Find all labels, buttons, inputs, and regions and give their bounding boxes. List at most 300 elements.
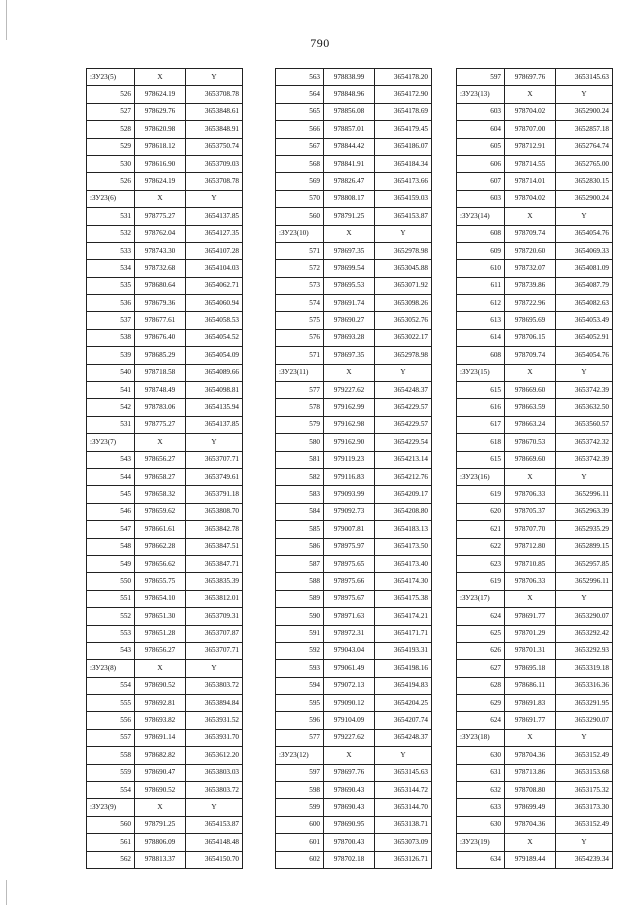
x-coordinate: 978706.33	[505, 573, 556, 590]
point-number: 621	[457, 521, 505, 538]
y-coordinate: 3653292.42	[556, 625, 613, 642]
y-coordinate: 3654208.80	[375, 503, 432, 520]
y-coordinate: 3654173.50	[375, 538, 432, 555]
coordinate-table	[275, 68, 432, 869]
y-coordinate: 3653292.93	[556, 642, 613, 659]
table-row	[276, 260, 432, 277]
table-row	[457, 799, 613, 816]
table-row	[457, 103, 613, 120]
table-row	[457, 451, 613, 468]
x-coordinate: 978699.49	[505, 799, 556, 816]
point-number: 627	[457, 660, 505, 677]
x-coordinate: 978658.27	[135, 468, 186, 485]
x-coordinate: 978695.18	[505, 660, 556, 677]
x-coordinate: 978707.00	[505, 121, 556, 138]
y-column-header: Y	[556, 834, 613, 851]
point-number: 535	[87, 277, 135, 294]
table-row	[276, 173, 432, 190]
table-row	[87, 312, 243, 329]
y-coordinate: 3654248.37	[375, 382, 432, 399]
x-coordinate: 978693.28	[324, 329, 375, 346]
table-row	[457, 329, 613, 346]
x-coordinate: 978690.47	[135, 764, 186, 781]
x-column-header: X	[135, 434, 186, 451]
parcel-label: :ЗУ23(9)	[87, 799, 135, 816]
x-coordinate: 978975.65	[324, 555, 375, 572]
table-row	[87, 695, 243, 712]
point-number: 542	[87, 399, 135, 416]
x-coordinate: 978844.42	[324, 138, 375, 155]
x-coordinate: 978704.36	[505, 816, 556, 833]
table-row	[276, 608, 432, 625]
point-number: 555	[87, 695, 135, 712]
x-coordinate: 978841.91	[324, 155, 375, 172]
table-row	[87, 782, 243, 799]
y-coordinate: 3654207.74	[375, 712, 432, 729]
x-coordinate: 979093.99	[324, 486, 375, 503]
table-row	[87, 225, 243, 242]
table-row	[457, 242, 613, 259]
point-number: 543	[87, 642, 135, 659]
point-number: 573	[276, 277, 324, 294]
point-number: 598	[276, 782, 324, 799]
x-coordinate: 978707.70	[505, 521, 556, 538]
x-coordinate: 978704.36	[505, 747, 556, 764]
point-number: 582	[276, 468, 324, 485]
point-number: 554	[87, 782, 135, 799]
x-coordinate: 978624.19	[135, 86, 186, 103]
x-coordinate: 978686.11	[505, 677, 556, 694]
y-coordinate: 3652900.24	[556, 190, 613, 207]
x-coordinate: 978662.28	[135, 538, 186, 555]
table-row	[457, 573, 613, 590]
point-number: 553	[87, 625, 135, 642]
table-row	[276, 451, 432, 468]
x-coordinate: 979043.04	[324, 642, 375, 659]
table-row	[276, 242, 432, 259]
scan-edge-mark	[6, 0, 7, 40]
point-number: 538	[87, 329, 135, 346]
parcel-label: :ЗУ23(10)	[276, 225, 324, 242]
x-coordinate: 978838.99	[324, 69, 375, 86]
table-row	[276, 695, 432, 712]
y-coordinate: 3654087.79	[556, 277, 613, 294]
y-coordinate: 3654054.76	[556, 347, 613, 364]
table-row	[87, 503, 243, 520]
x-coordinate: 978690.27	[324, 312, 375, 329]
x-coordinate: 978708.80	[505, 782, 556, 799]
table-row	[87, 364, 243, 381]
point-number: 532	[87, 225, 135, 242]
point-number: 537	[87, 312, 135, 329]
table-row	[276, 677, 432, 694]
x-coordinate: 978975.67	[324, 590, 375, 607]
point-number: 620	[457, 503, 505, 520]
table-row	[87, 416, 243, 433]
table-row	[87, 642, 243, 659]
table-row	[87, 329, 243, 346]
point-number: 567	[276, 138, 324, 155]
x-coordinate: 978713.86	[505, 764, 556, 781]
x-coordinate: 978748.49	[135, 382, 186, 399]
y-column-header: Y	[556, 468, 613, 485]
y-coordinate: 3654229.57	[375, 399, 432, 416]
x-coordinate: 978679.36	[135, 295, 186, 312]
point-number: 628	[457, 677, 505, 694]
x-column-header: X	[135, 69, 186, 86]
y-coordinate: 3653707.71	[186, 642, 243, 659]
y-coordinate: 3653045.88	[375, 260, 432, 277]
y-column-header: Y	[186, 69, 243, 86]
x-column-header: X	[505, 834, 556, 851]
x-coordinate: 978714.55	[505, 155, 556, 172]
point-number: 608	[457, 225, 505, 242]
x-coordinate: 978706.15	[505, 329, 556, 346]
point-number: 549	[87, 555, 135, 572]
table-row	[87, 538, 243, 555]
table-row	[87, 382, 243, 399]
parcel-label: :ЗУ23(17)	[457, 590, 505, 607]
y-coordinate: 3654153.87	[375, 208, 432, 225]
y-coordinate: 3654082.63	[556, 295, 613, 312]
point-number: 597	[457, 69, 505, 86]
x-coordinate: 978651.28	[135, 625, 186, 642]
y-coordinate: 3653560.57	[556, 416, 613, 433]
point-number: 540	[87, 364, 135, 381]
x-coordinate: 978704.02	[505, 103, 556, 120]
y-coordinate: 3654054.09	[186, 347, 243, 364]
x-coordinate: 978732.07	[505, 260, 556, 277]
y-coordinate: 3654060.94	[186, 295, 243, 312]
y-coordinate: 3652996.11	[556, 486, 613, 503]
parcel-label: :ЗУ23(13)	[457, 86, 505, 103]
table-row	[87, 834, 243, 851]
point-number: 581	[276, 451, 324, 468]
y-coordinate: 3653138.71	[375, 816, 432, 833]
y-coordinate: 3653175.32	[556, 782, 613, 799]
table-row	[457, 155, 613, 172]
table-row	[276, 486, 432, 503]
y-coordinate: 3653052.76	[375, 312, 432, 329]
table-row	[87, 173, 243, 190]
y-coordinate: 3654178.20	[375, 69, 432, 86]
table-row	[457, 695, 613, 712]
x-coordinate: 978826.47	[324, 173, 375, 190]
x-coordinate: 978661.61	[135, 521, 186, 538]
y-coordinate: 3654053.49	[556, 312, 613, 329]
x-coordinate: 978682.82	[135, 747, 186, 764]
table-row	[276, 155, 432, 172]
x-coordinate: 978712.91	[505, 138, 556, 155]
x-coordinate: 979116.83	[324, 468, 375, 485]
y-column-header: Y	[556, 364, 613, 381]
x-coordinate: 978722.96	[505, 295, 556, 312]
table-row	[87, 277, 243, 294]
y-coordinate: 3653153.68	[556, 764, 613, 781]
y-coordinate: 3653803.72	[186, 677, 243, 694]
table-row	[276, 69, 432, 86]
x-coordinate: 978848.96	[324, 86, 375, 103]
point-number: 624	[457, 712, 505, 729]
point-number: 551	[87, 590, 135, 607]
y-coordinate: 3653709.03	[186, 155, 243, 172]
table-row	[87, 608, 243, 625]
table-row	[276, 590, 432, 607]
point-number: 574	[276, 295, 324, 312]
point-number: 625	[457, 625, 505, 642]
y-coordinate: 3654104.03	[186, 260, 243, 277]
point-number: 595	[276, 695, 324, 712]
y-column-header: Y	[556, 208, 613, 225]
y-column-header: Y	[375, 747, 432, 764]
table-row	[457, 295, 613, 312]
x-column-header: X	[505, 208, 556, 225]
y-column-header: Y	[186, 660, 243, 677]
x-column-header: X	[505, 590, 556, 607]
table-row	[87, 747, 243, 764]
table-row	[457, 625, 613, 642]
x-coordinate: 978691.74	[324, 295, 375, 312]
table-row	[457, 486, 613, 503]
y-coordinate: 3654172.90	[375, 86, 432, 103]
y-coordinate: 3653145.63	[375, 764, 432, 781]
x-coordinate: 979092.73	[324, 503, 375, 520]
x-coordinate: 978720.60	[505, 242, 556, 259]
table-row	[87, 816, 243, 833]
table-row	[457, 538, 613, 555]
table-row	[87, 764, 243, 781]
point-number: 611	[457, 277, 505, 294]
table-row	[276, 103, 432, 120]
x-coordinate: 978693.82	[135, 712, 186, 729]
y-coordinate: 3654194.83	[375, 677, 432, 694]
point-number: 548	[87, 538, 135, 555]
point-number: 632	[457, 782, 505, 799]
y-coordinate: 3652900.24	[556, 103, 613, 120]
y-coordinate: 3653316.36	[556, 677, 613, 694]
point-number: 545	[87, 486, 135, 503]
y-coordinate: 3654179.45	[375, 121, 432, 138]
y-coordinate: 3654159.03	[375, 190, 432, 207]
parcel-label: :ЗУ23(18)	[457, 729, 505, 746]
table-row	[276, 764, 432, 781]
point-number: 563	[276, 69, 324, 86]
x-coordinate: 979061.49	[324, 660, 375, 677]
parcel-label: :ЗУ23(6)	[87, 190, 135, 207]
table-row	[87, 625, 243, 642]
y-coordinate: 3653750.74	[186, 138, 243, 155]
point-number: 552	[87, 608, 135, 625]
point-number: 589	[276, 590, 324, 607]
table-row	[87, 295, 243, 312]
point-number: 543	[87, 451, 135, 468]
table-row	[87, 347, 243, 364]
x-coordinate: 978857.01	[324, 121, 375, 138]
parcel-label: :ЗУ23(19)	[457, 834, 505, 851]
table-row	[457, 747, 613, 764]
x-column-header: X	[505, 86, 556, 103]
point-number: 599	[276, 799, 324, 816]
y-coordinate: 3652978.98	[375, 347, 432, 364]
x-coordinate: 978695.69	[505, 312, 556, 329]
point-number: 577	[276, 729, 324, 746]
x-column-header: X	[505, 729, 556, 746]
x-coordinate: 979227.62	[324, 382, 375, 399]
y-coordinate: 3653749.61	[186, 468, 243, 485]
point-number: 528	[87, 121, 135, 138]
y-column-header: Y	[375, 364, 432, 381]
y-coordinate: 3653291.95	[556, 695, 613, 712]
table-row	[276, 208, 432, 225]
x-coordinate: 978732.68	[135, 260, 186, 277]
parcel-header-row	[457, 590, 613, 607]
y-coordinate: 3653612.20	[186, 747, 243, 764]
x-coordinate: 978697.35	[324, 347, 375, 364]
point-number: 600	[276, 816, 324, 833]
table-row	[457, 521, 613, 538]
y-coordinate: 3653742.39	[556, 382, 613, 399]
point-number: 591	[276, 625, 324, 642]
point-number: 547	[87, 521, 135, 538]
table-row	[276, 190, 432, 207]
y-coordinate: 3652830.15	[556, 173, 613, 190]
x-coordinate: 978695.53	[324, 277, 375, 294]
point-number: 592	[276, 642, 324, 659]
point-number: 541	[87, 382, 135, 399]
table-row	[457, 851, 613, 868]
table-row	[457, 712, 613, 729]
point-number: 603	[457, 190, 505, 207]
table-row	[87, 103, 243, 120]
x-coordinate: 978697.76	[324, 764, 375, 781]
parcel-header-row	[457, 729, 613, 746]
x-coordinate: 978701.31	[505, 642, 556, 659]
x-coordinate: 978701.29	[505, 625, 556, 642]
x-coordinate: 978702.18	[324, 851, 375, 868]
table-row	[457, 816, 613, 833]
table-row	[87, 712, 243, 729]
y-coordinate: 3654239.34	[556, 851, 613, 868]
x-coordinate: 978705.37	[505, 503, 556, 520]
table-row	[87, 590, 243, 607]
x-coordinate: 978712.80	[505, 538, 556, 555]
point-number: 566	[276, 121, 324, 138]
table-row	[457, 660, 613, 677]
table-row	[276, 382, 432, 399]
parcel-header-row	[87, 660, 243, 677]
y-coordinate: 3652857.18	[556, 121, 613, 138]
y-coordinate: 3653842.78	[186, 521, 243, 538]
table-row	[457, 121, 613, 138]
table-row	[457, 503, 613, 520]
point-number: 557	[87, 729, 135, 746]
x-coordinate: 978690.95	[324, 816, 375, 833]
y-coordinate: 3653073.09	[375, 834, 432, 851]
y-coordinate: 3652935.29	[556, 521, 613, 538]
y-coordinate: 3654198.16	[375, 660, 432, 677]
table-row	[457, 138, 613, 155]
x-coordinate: 979119.23	[324, 451, 375, 468]
coordinate-table-middle	[275, 68, 432, 869]
point-number: 624	[457, 608, 505, 625]
point-number: 550	[87, 573, 135, 590]
table-row	[276, 851, 432, 868]
table-row	[276, 573, 432, 590]
y-coordinate: 3653708.78	[186, 86, 243, 103]
y-coordinate: 3653848.61	[186, 103, 243, 120]
y-coordinate: 3654153.87	[186, 816, 243, 833]
point-number: 561	[87, 834, 135, 851]
point-number: 533	[87, 242, 135, 259]
x-coordinate: 978709.74	[505, 347, 556, 364]
point-number: 626	[457, 642, 505, 659]
table-row	[457, 382, 613, 399]
table-row	[87, 208, 243, 225]
y-coordinate: 3654175.38	[375, 590, 432, 607]
y-coordinate: 3654173.40	[375, 555, 432, 572]
point-number: 587	[276, 555, 324, 572]
point-number: 629	[457, 695, 505, 712]
x-coordinate: 978663.24	[505, 416, 556, 433]
parcel-header-row	[87, 799, 243, 816]
point-number: 619	[457, 486, 505, 503]
x-coordinate: 978775.27	[135, 208, 186, 225]
x-column-header: X	[324, 225, 375, 242]
table-row	[457, 225, 613, 242]
x-coordinate: 978690.43	[324, 782, 375, 799]
coordinate-table-left	[86, 68, 243, 869]
x-coordinate: 978669.60	[505, 451, 556, 468]
table-row	[87, 121, 243, 138]
x-coordinate: 978706.33	[505, 486, 556, 503]
y-coordinate: 3653791.18	[186, 486, 243, 503]
y-coordinate: 3654062.71	[186, 277, 243, 294]
x-coordinate: 978783.06	[135, 399, 186, 416]
point-number: 560	[276, 208, 324, 225]
y-coordinate: 3654204.25	[375, 695, 432, 712]
table-row	[457, 173, 613, 190]
parcel-label: :ЗУ23(8)	[87, 660, 135, 677]
point-number: 615	[457, 451, 505, 468]
point-number: 633	[457, 799, 505, 816]
table-row	[87, 155, 243, 172]
point-number: 570	[276, 190, 324, 207]
point-number: 631	[457, 764, 505, 781]
point-number: 606	[457, 155, 505, 172]
table-row	[276, 834, 432, 851]
x-coordinate: 978691.77	[505, 712, 556, 729]
x-coordinate: 978651.30	[135, 608, 186, 625]
point-number: 602	[276, 851, 324, 868]
x-coordinate: 978975.97	[324, 538, 375, 555]
point-number: 601	[276, 834, 324, 851]
x-column-header: X	[324, 364, 375, 381]
table-row	[457, 399, 613, 416]
x-coordinate: 978743.30	[135, 242, 186, 259]
parcel-header-row	[87, 434, 243, 451]
y-column-header: Y	[556, 590, 613, 607]
x-coordinate: 978697.35	[324, 242, 375, 259]
y-coordinate: 3654193.31	[375, 642, 432, 659]
table-row	[87, 468, 243, 485]
table-row	[276, 312, 432, 329]
point-number: 583	[276, 486, 324, 503]
point-number: 585	[276, 521, 324, 538]
x-coordinate: 978655.75	[135, 573, 186, 590]
point-number: 603	[457, 103, 505, 120]
table-row	[276, 816, 432, 833]
point-number: 569	[276, 173, 324, 190]
